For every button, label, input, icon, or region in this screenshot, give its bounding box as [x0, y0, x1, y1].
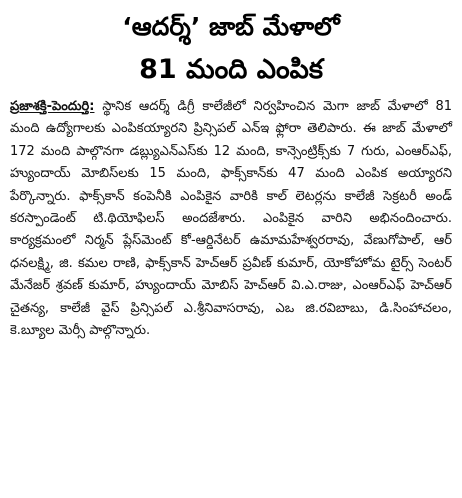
article-dateline: ప్రజాశక్తి-పెందుర్తి: — [10, 99, 95, 114]
headline-line-2: 81 మంది ఎంపిక — [139, 54, 323, 85]
article-body — [10, 96, 452, 342]
headline-line-1: ‘ఆదర్శ్‌’ జాబ్‌ మేళాలో — [122, 12, 340, 41]
article-text: స్థానిక ఆదర్శ్‌ డిగ్రీ కాలేజీలో నిర్వహించిన మెగా జాబ్‌ మేళాలో 81 మంది ఉద్యోగాలకు ఎంపికయ్యారని ప్రిన్సిపల్‌ ఎన్‌ఇ ఫ్లోరా తెలిపారు. ఈ జాబ్‌ మేళాలో 172 మంది పాల్గొనగా డబ్ల్యుఎన్‌ఎస్‌కు 12 మంది, కాన్సెంట్రిక్స్‌కు 7 గురు, ఎంఆర్‌ఎఫ్‌, హ్యుందాయ్‌ మోబిస్‌లకు 15 మంది, ఫాక్స్‌కాన్‌కు 47 మంది ఎంపిక అయ్యారని పేర్కొన్నారు. ఫాక్స్‌కాన్‌ కంపెనీకి ఎంపికైన వారికి కాల్‌ లెటర్లను కాలేజీ సెక్రటరీ అండ్‌ కరస్పాండెంట్‌ టి.థియోఫిలస్‌ అందజేశారు. ఎంపికైన వారిని అభినందించారు. కార్యక్రమంలో నిర్మన్‌ ప్లేస్‌మెంట్‌ కో-ఆర్డినేటర్‌ ఉమామహేశ్వరరావు, వేణుగోపాల్‌, ఆర్‌ ధనలక్ష్మి, జి. కమల రాణి, ఫాక్స్‌కాన్‌ హెచ్‌ఆర్‌ ప్రవీణ్‌ కుమార్‌, యోకోహోమ టైర్స్‌ సెంటర్‌ మేనేజర్‌ శ్రవణ్‌ కుమార్‌, హ్యుందాయ్‌ మోబిస్‌ హెచ్‌ఆర్‌ వి.ఎ.రాజు, ఎంఆర్‌ఎఫ్‌ హెచ్‌ఆర్‌ చైతన్య, కాలేజీ వైస్‌ ప్రిన్సిపల్‌ ఎ.శ్రీనివాసరావు, ఎఒ జి.రవిబాబు, డి.సింహాచలం, కె.బ్యూల మెర్సీ పాల్గొన్నారు. — [10, 99, 452, 339]
